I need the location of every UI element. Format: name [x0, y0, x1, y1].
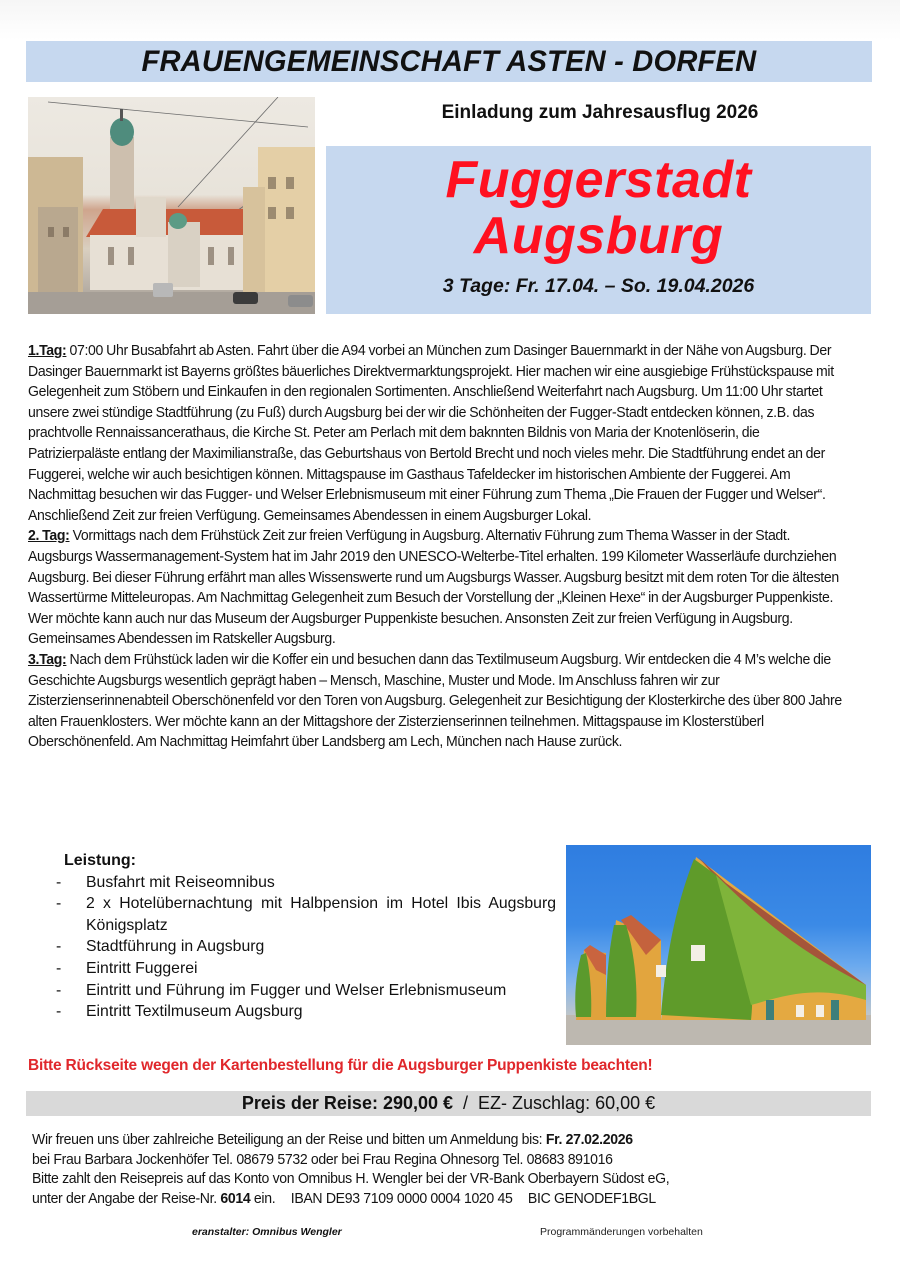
trip-title-box	[326, 146, 871, 314]
payment-instructions: Bitte zahlt den Reisepreis auf das Konto von Omnibus H. Wengler bei der VR-Bank Oberbayern Südost eG,	[32, 1171, 670, 1188]
fuggerei-photo-illustration	[566, 845, 871, 1045]
day-1-text: 07:00 Uhr Busabfahrt ab Asten. Fahrt über die A94 vorbei an München zum Dasinger Bauernmarkt in der Nähe von Augsburg. Der Dasinger Bauernmarkt ist Bayerns größtes bäuerliches Direktvermarktungsprojekt. Hier machen wir eine ausgiebige Frühstückspause mit Gelegenheit zum Stöbern und Einkaufen in den regionalen Sortimenten. Anschließend Weiterfahrt nach Augsburg. Um 11:00 Uhr startet unsere zwei stündige Stadtführung (zu Fuß) durch Augsburg bei der wir die Schönheiten der Fugger-Stadt entdecken können, z.B. das prachtvolle Rennaissancerathaus, die Kirche St. Peter am Perlach mit dem baknnten Bildnis von Maria der Knotenlöserin, die Patrizierpaläste entlang der Maximilianstraße, das Geburtshaus von Bertold Brecht und noch vieles mehr. Die Stadtführung endet an der Fuggerei, welche wir auch besichtigen können. Mittagspause im Gasthaus Tafeldecker im historischen Ambiente der Fuggerei. Am Nachmittag besuchen wir das Fugger- und Welser Erlebnismuseum mit einer Führung zum Thema „Die Frauen der Fugger und Welser“. Anschließend Zeit zur freien Verfügung. Gemeinsames Abendessen in einem Augsburger Lokal.	[28, 343, 834, 524]
puppet-theater-notice: Bitte Rückseite wegen der Kartenbestellung für die Augsburger Puppenkiste beachten!	[28, 1057, 653, 1074]
single-room-supplement: EZ- Zuschlag: 60,00 €	[478, 1093, 656, 1113]
service-item: - 2 x Hotelübernachtung mit Halbpension im Hotel Ibis Augsburg Königsplatz	[56, 895, 556, 934]
trip-price: Preis der Reise: 290,00 €	[241, 1093, 454, 1113]
day-1-label: 1.Tag:	[28, 343, 67, 359]
dash-bullet-icon: -	[56, 873, 62, 891]
itinerary	[28, 341, 843, 753]
services-title: Leistung:	[64, 852, 136, 869]
day-2-text: Vormittags nach dem Frühstück Zeit zur freien Verfügung in Augsburg. Alternativ Führung zum Thema Wasser in der Stadt. Augsburgs Wassermanagement-System hat im Jahr 2019 den UNESCO-Welterbe-Titel erhalten. 199 Kilometer Wasserläufe durchziehen Augsburg. Bei dieser Führung erfährt man alles Wissenswerte rund um Augsburgs Wasser. Augsburg besitzt mit dem roten Tor die ältesten Wassertürme Mitteleuropas. Am Nachmittag Gelegenheit zum Besuch der Vorstellung der „Kleinen Hexe“ in der Augsburger Puppenkiste. Wer möchte kann auch nur das Museum der Augsburger Puppenkiste besuchen. Ansonsten Zeit zur freien Verfügung in Augsburg. Gemeinsames Abendessen im Ratskeller Augsburg.	[28, 528, 839, 648]
dash-bullet-icon: -	[56, 1003, 62, 1021]
services-list	[56, 850, 556, 1023]
fuggerei-photo	[566, 845, 871, 1045]
dash-bullet-icon: -	[56, 981, 62, 999]
city-photo-illustration	[28, 97, 315, 314]
itinerary-day-3	[28, 650, 843, 753]
bic: BIC GENODEF1BGL	[527, 1190, 656, 1207]
service-item: - Busfahrt mit Reiseomnibus	[56, 872, 556, 894]
trip-title-line-2: Augsburg	[473, 207, 724, 265]
service-item: - Eintritt Textilmuseum Augsburg	[56, 1001, 556, 1023]
iban: IBAN DE93 7109 0000 0004 1020 45	[290, 1190, 513, 1207]
registration-info	[32, 1131, 847, 1209]
service-item: - Stadtführung in Augsburg	[56, 936, 556, 958]
page-top-shade	[0, 0, 900, 40]
trip-number: 6014	[220, 1190, 251, 1207]
header-banner	[26, 41, 872, 82]
dash-bullet-icon: -	[56, 959, 62, 977]
itinerary-day-2	[28, 526, 843, 650]
service-item: - Eintritt Fuggerei	[56, 958, 556, 980]
registration-line-1: Wir freuen uns über zahlreiche Beteiligung an der Reise und bitten um Anmeldung bis: Fr. 27.02.2026	[32, 1132, 633, 1148]
organizer-credit: eranstalter: Omnibus Wengler	[192, 1226, 342, 1238]
payment-details: unter der Angabe der Reise-Nr. 6014 ein. IBAN DE93 7109 0000 0004 1020 45 BIC GENODEF1BGL	[32, 1190, 656, 1207]
dash-bullet-icon: -	[56, 895, 62, 913]
day-3-label: 3.Tag:	[28, 651, 67, 668]
augsburg-city-photo	[28, 97, 315, 314]
invitation-heading: Einladung zum Jahresausflug 2026	[441, 102, 759, 123]
registration-contacts: bei Frau Barbara Jockenhöfer Tel. 08679 5732 oder bei Frau Regina Ohnesorg Tel. 08683 891016	[32, 1151, 613, 1168]
organization-title: FRAUENGEMEINSCHAFT ASTEN - DORFEN	[141, 44, 757, 78]
itinerary-day-1	[28, 341, 843, 526]
program-changes-note: Programmänderungen vorbehalten	[540, 1226, 703, 1238]
trip-dates: 3 Tage: Fr. 17.04. – So. 19.04.2026	[442, 275, 755, 297]
day-3-text: Nach dem Frühstück laden wir die Koffer ein und besuchen dann das Textilmuseum Augsburg. Wir entdecken die 4 M’s welche die Geschichte Augsburgs wesentlich geprägt haben – Mensch, Maschine, Muster und Mode. Im Anschluss fahren wir zur Zisterzienserinnenabteil Oberschönenfeld vor den Toren von Augsburg. Gelegenheit zur Besichtigung der Klosterkirche des über 800 Jahre alten Frauenklosters. Wer möchte kann an der Mittagshore der Zisterzienserinnen teilnehmen. Mittagspause im Klosterstüberl Oberschönenfeld. Am Nachmittag Heimfahrt über Landsberg am Lech, München nach Hause zurück.	[28, 651, 842, 751]
price-bar	[26, 1091, 871, 1116]
trip-title-line-1: Fuggerstadt	[445, 151, 752, 209]
registration-deadline: Fr. 27.02.2026	[545, 1132, 633, 1148]
price-separator: /	[463, 1093, 469, 1113]
day-2-label: 2. Tag:	[28, 528, 70, 545]
dash-bullet-icon: -	[56, 938, 62, 956]
service-item: - Eintritt und Führung im Fugger und Welser Erlebnismuseum	[56, 980, 556, 1002]
